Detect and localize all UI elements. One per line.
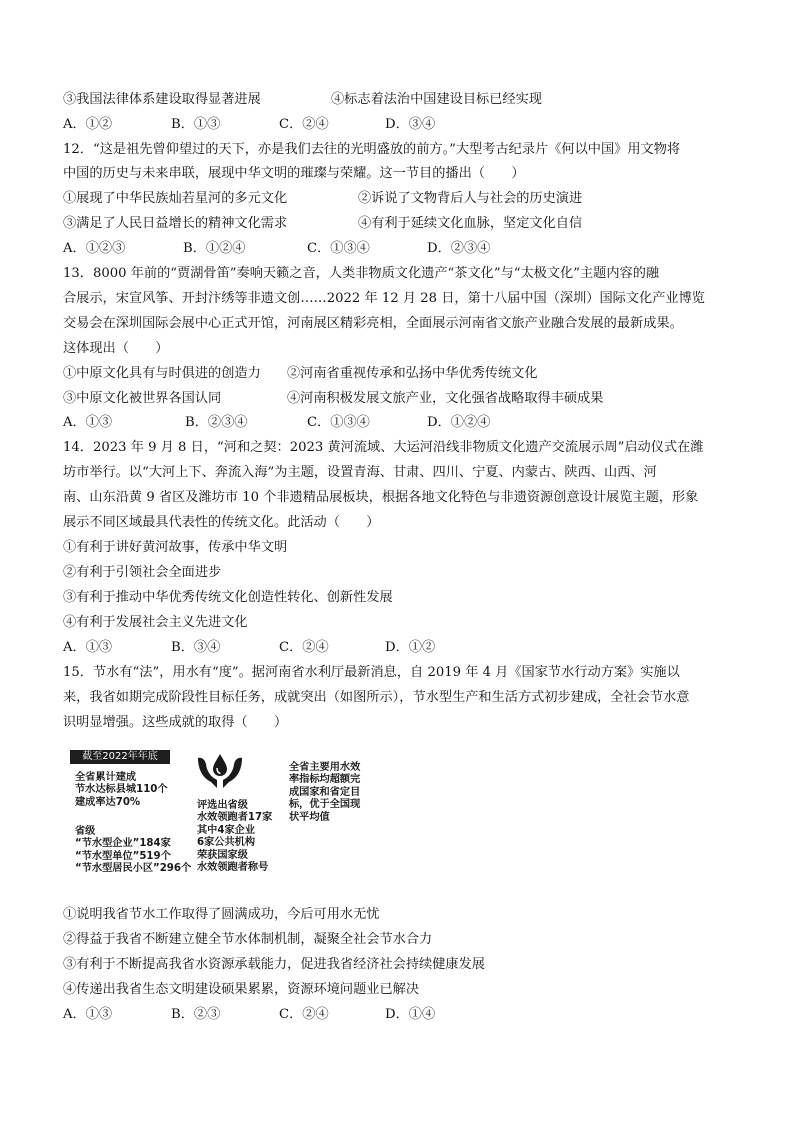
infographic-line: 全省累计建成 [75,772,137,783]
infographic-line: 水效领跑者17家 [197,812,273,824]
q12-option-d[interactable]: D．②③④ [427,241,491,256]
infographic-leader-stats [197,800,272,874]
q13-option-d[interactable]: D．①②④ [427,415,491,430]
q14-option-a[interactable]: A．①③ [63,640,113,655]
infographic-date-badge: 截至2022年年底 [70,750,170,764]
q15-item-1: ①说明我省节水工作取得了圆满成功，今后可用水无忧 [63,907,380,922]
infographic-line: 全省主要用水效 [289,762,361,773]
q12-item-4: ④有利于延续文化血脉，坚定文化自信 [358,216,583,231]
infographic-line: “节水型居民小区”296个 [75,863,192,875]
q15-item-4: ④传递出我省生态文明建设硕果累累，资源环境问题业已解决 [63,982,420,997]
q13-item-2: ②河南省重视传承和弘扬中华优秀传统文化 [287,366,538,381]
q15-option-c[interactable]: C．②④ [279,1007,329,1022]
q12-stem-line-2: 中国的历史与未来串联，展现中华文明的璀璨与荣耀。这一节目的播出（ ） [63,166,525,181]
q14-stem-line-2: 坊市举行。以“大河上下、奔流入海”为主题，设置青海、甘肃、四川、宁夏、内蒙古、陕西、山西、河 [63,465,657,480]
infographic-line: 建成率达70% [75,796,141,808]
infographic-line: 省级 [75,826,96,837]
q11-option-a[interactable]: A．①② [63,117,113,132]
infographic-provincial-stats [75,826,191,876]
q12-item-2: ②诉说了文物背后人与社会的历史演进 [358,191,583,206]
q13-option-a[interactable]: A．①③ [63,415,113,430]
q14-option-c[interactable]: C．②④ [279,640,329,655]
q13-stem-line-3: 交易会在深圳国际会展中心正式开馆，河南展区精彩亮相，全面展示河南省文旅产业融合发展的最新成果。 [63,316,683,331]
q14-stem-line-4: 展示不同区域最具代表性的传统文化。此活动（ ） [63,515,380,530]
q12-option-b[interactable]: B．①②④ [183,241,246,256]
infographic-line: 荣获国家级 [197,849,248,861]
q14-item-4: ④有利于发展社会主义先进文化 [63,615,248,630]
q14-stem-line-3: 南、山东沿黄 9 省区及潍坊市 10 个非遗精品展板块，根据各地文化特色与非遗资源创意设计展览主题，形象 [63,490,699,505]
infographic-line: 6家公共机构 [197,837,256,849]
infographic-line: “节水型单位”519个 [75,850,171,862]
infographic-line: 状平均值 [289,811,330,823]
q11-item-4: ④标志着法治中国建设目标已经实现 [331,92,542,107]
q14-item-1: ①有利于讲好黄河故事，传承中华文明 [63,540,288,555]
q13-item-3: ③中原文化被世界各国认同 [63,391,222,406]
q14-option-b[interactable]: B．③④ [171,640,221,655]
water-saving-infographic [63,744,393,890]
q13-option-b[interactable]: B．②③④ [185,415,248,430]
q13-option-c[interactable]: C．①③④ [307,415,370,430]
q15-stem-line-2: 来，我省如期完成阶段性目标任务，成就突出（如图所示），节水型生产和生活方式初步建成，全社会节水意 [63,690,690,705]
q13-item-1: ①中原文化具有与时俱进的创造力 [63,366,261,381]
q12-option-a[interactable]: A．①②③ [63,241,126,256]
infographic-county-stats [75,772,168,809]
q15-item-3: ③有利于不断提高我省水资源承载能力，促进我省经济社会持续健康发展 [63,957,485,972]
infographic-efficiency-stats [289,762,360,824]
q14-stem-line-1: 14．2023 年 9 月 8 日，“河和之契：2023 黄河流域、大运河沿线非物质文化遗产交流展示周”启动仪式在潍 [63,440,704,455]
q12-option-c[interactable]: C．①③④ [307,241,370,256]
q12-item-1: ①展现了中华民族灿若星河的多元文化 [63,191,288,206]
infographic-line: 成国家和省定目 [289,786,361,798]
q11-option-c[interactable]: C．②④ [279,117,329,132]
q15-item-2: ②得益于我省不断建立健全节水体制机制，凝聚全社会节水合力 [63,932,433,947]
infographic-line: 水效领跑者称号 [197,862,269,874]
infographic-line: 节水达标县城110个 [75,784,168,796]
q15-option-b[interactable]: B．②③ [171,1007,221,1022]
q15-stem-line-1: 15．节水有“法”，用水有“度”。据河南省水利厅最新消息，自 2019 年 4 月《国家节水行动方案》实施以 [63,665,680,680]
q14-option-d[interactable]: D．①② [385,640,436,655]
q13-stem-line-2: 合展示，宋宣风筝、开封汴绣等非遗文创……2022 年 12 月 28 日，第十八届中国（深圳）国际文化产业博览 [63,291,705,306]
q15-option-d[interactable]: D．①④ [385,1007,436,1022]
infographic-line: “节水型企业”184家 [75,838,171,850]
q13-item-4: ④河南积极发展文旅产业，文化强省战略取得丰硕成果 [287,391,604,406]
q15-stem-line-3: 识明显增强。这些成就的取得（ ） [63,715,288,730]
q14-item-3: ③有利于推动中华优秀传统文化创造性转化、创新性发展 [63,590,393,605]
infographic-line: 评选出省级 [197,800,248,811]
q11-item-3: ③我国法律体系建设取得显著进展 [63,92,261,107]
q12-stem-line-1: 12．“这是祖先曾仰望过的天下，亦是我们去往的光明盛放的前方。”大型考古纪录片《何以中国》用文物将 [63,142,681,157]
q15-option-a[interactable]: A．①③ [63,1007,113,1022]
q14-item-2: ②有利于引领社会全面进步 [63,565,222,580]
q12-item-3: ③满足了人民日益增长的精神文化需求 [63,216,288,231]
infographic-line: 率指标均超额完 [289,774,361,786]
infographic-line: 标，优于全国现 [289,799,361,811]
q11-option-b[interactable]: B．①③ [171,117,221,132]
q13-stem-line-1: 13．8000 年前的“贾湖骨笛”奏响天籁之音，人类非物质文化遗产“茶文化”与“太极文化”主题内容的融 [63,266,660,281]
infographic-line: 其中4家企业 [197,824,256,836]
q13-stem-line-4: 这体现出（ ） [63,341,169,356]
q11-option-d[interactable]: D．③④ [385,117,436,132]
hands-water-drop-icon [195,748,245,792]
